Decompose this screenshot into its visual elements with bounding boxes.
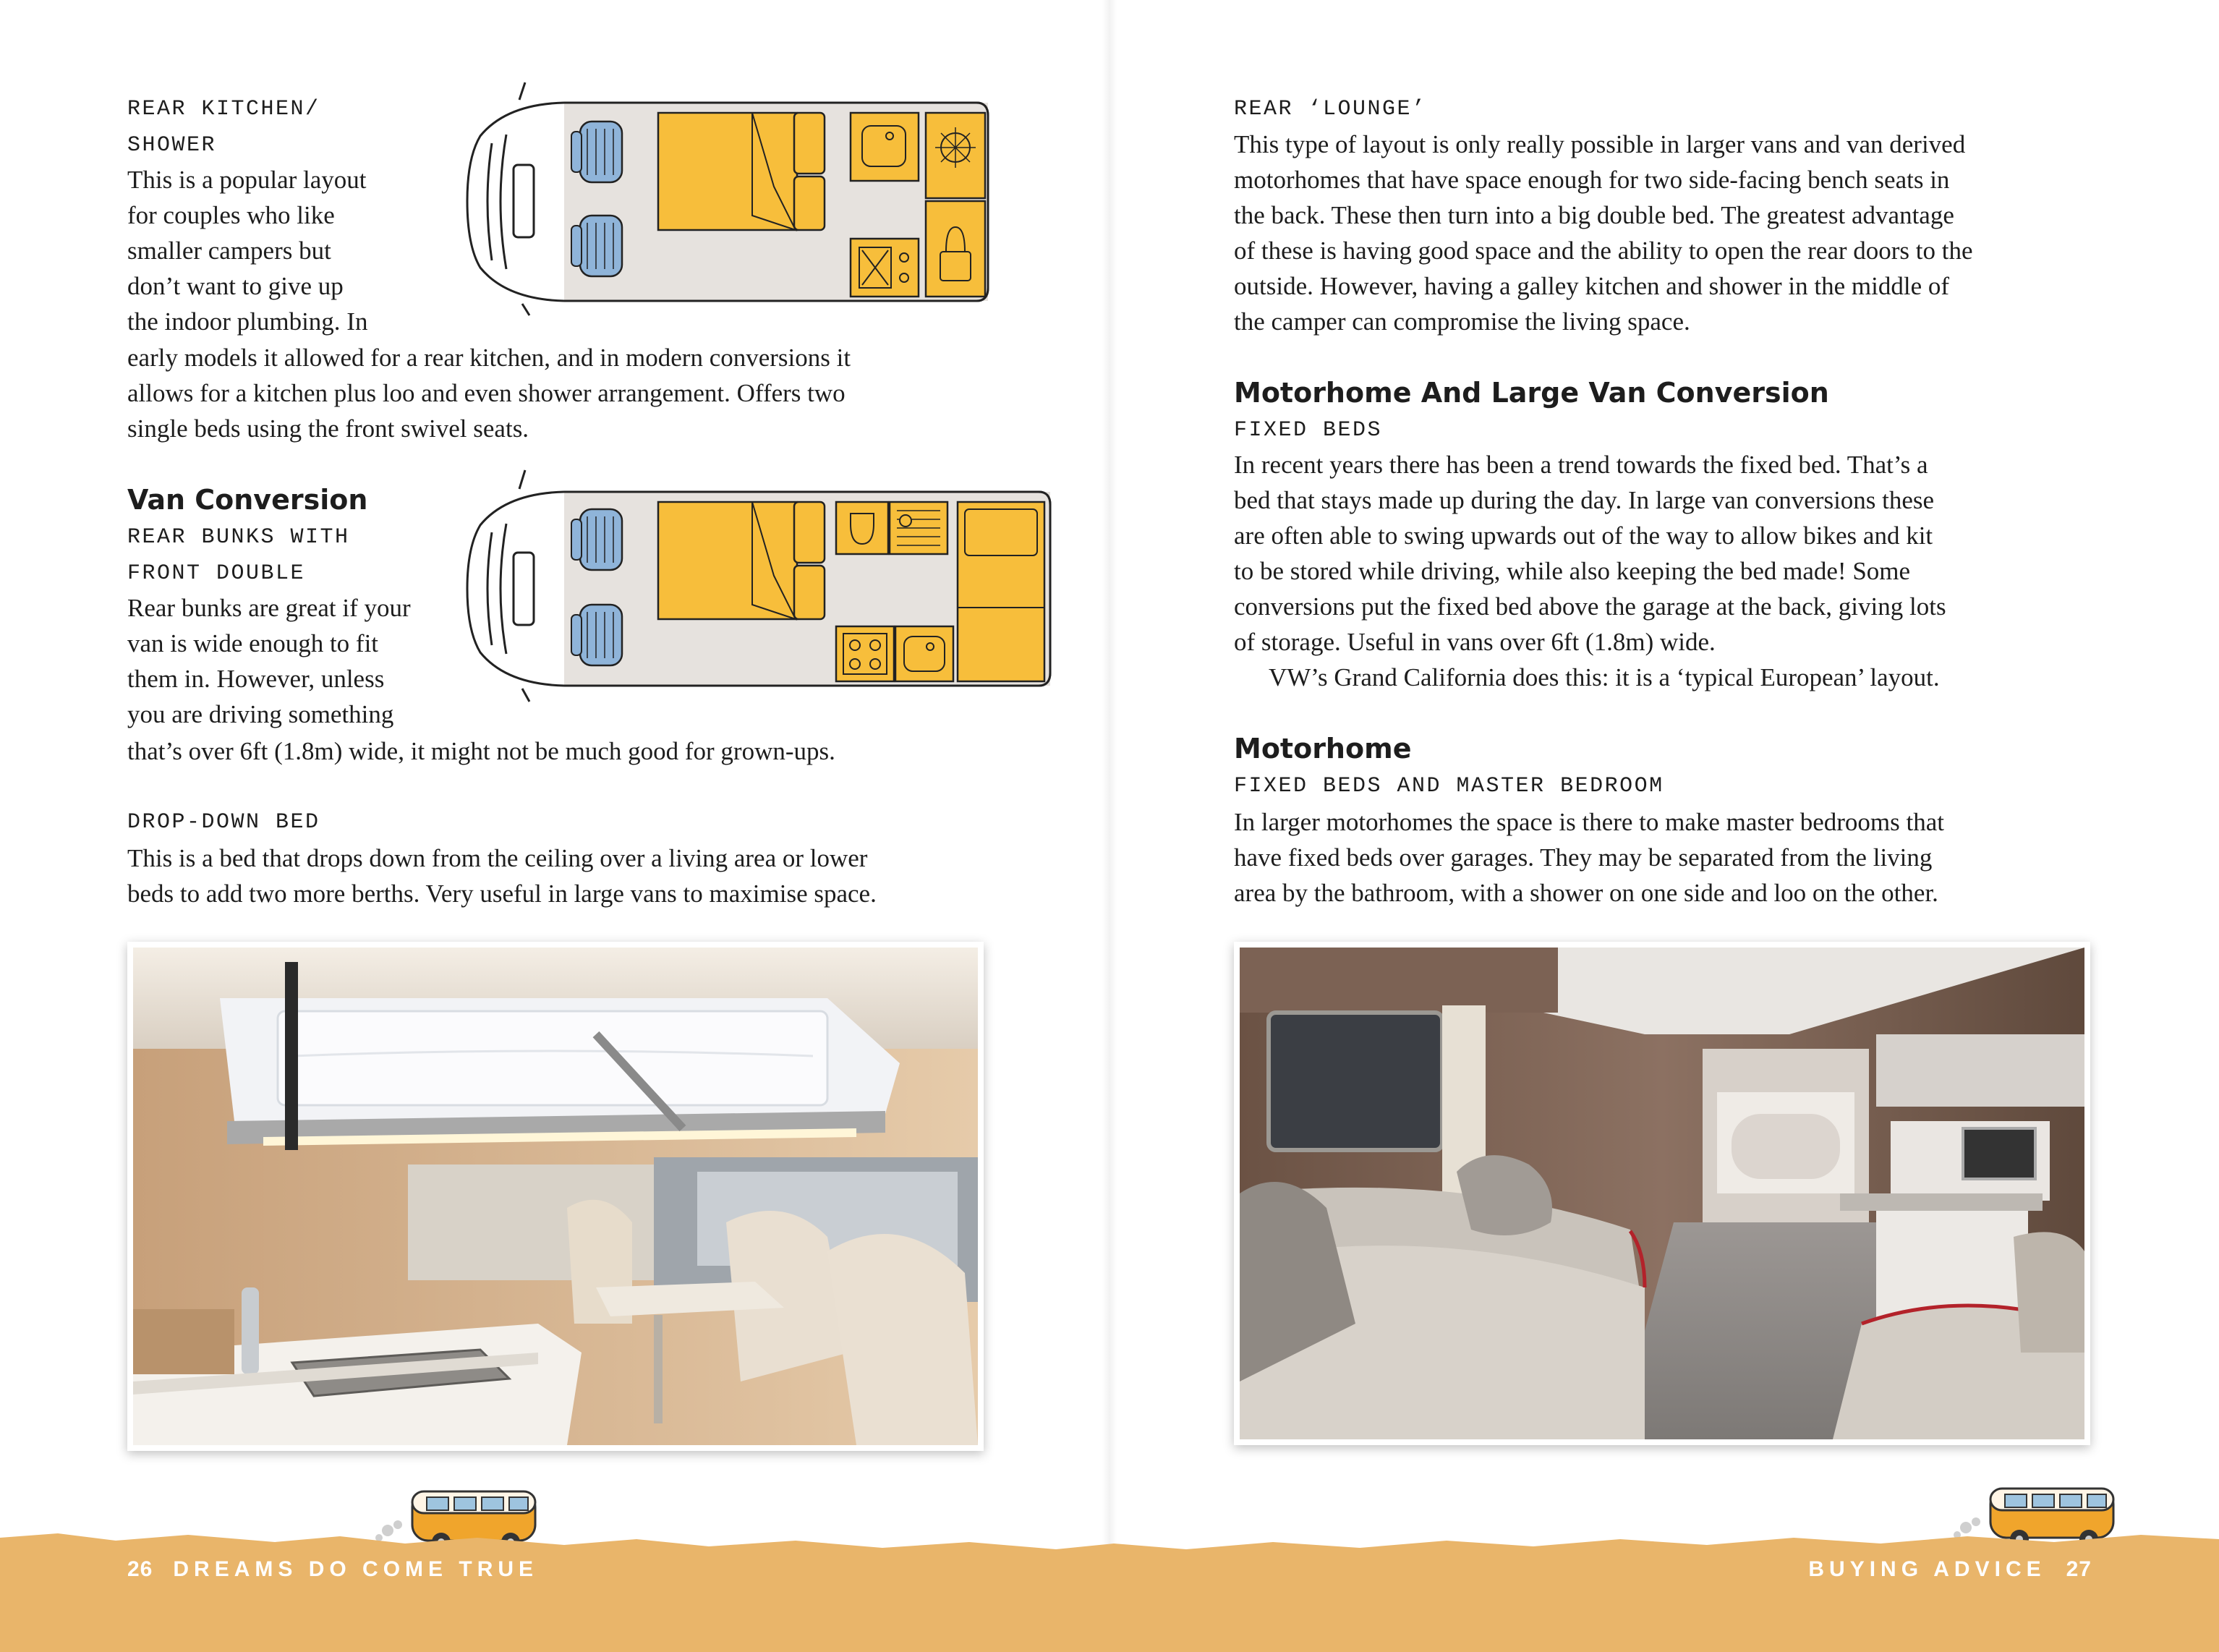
sink-icon: [851, 113, 919, 181]
text-line: are often able to swing upwards out of the way to allow bikes and kit: [1234, 521, 1933, 550]
bunk-bed-icon: [958, 502, 1044, 681]
text-line: VW’s Grand California does this: it is a ‘typical European’ layout.: [1269, 663, 1940, 691]
drop-down-bed-label: DROP-DOWN BED: [127, 810, 320, 835]
text-line: allows for a kitchen plus loo and even shower arrangement. Offers two: [127, 379, 846, 407]
text-line: early models it allowed for a rear kitchen, and in modern conversions it: [127, 344, 851, 372]
rear-bunks-floor-plan: [463, 463, 1056, 709]
text-line: In recent years there has been a trend towards the fixed bed. That’s a: [1234, 451, 1928, 479]
text-line: Rear bunks are great if your: [127, 594, 411, 622]
rear-kitchen-label-line1: REAR KITCHEN/: [127, 97, 320, 122]
text-line: you are driving something: [127, 700, 394, 728]
fixed-beds-label: FIXED BEDS: [1234, 418, 1383, 443]
text-line: to be stored while driving, while also keeping the bed made! Some: [1234, 557, 1911, 585]
text-line: This type of layout is only really possible in larger vans and van derived: [1234, 130, 1966, 158]
bed-icon: [658, 502, 825, 619]
rear-kitchen-floor-plan: [463, 78, 998, 317]
spine-shadow: [1102, 0, 1117, 1652]
van-conversion-label-line1: REAR BUNKS WITH: [127, 525, 350, 550]
page-number: 27: [2066, 1557, 2092, 1581]
text-line: single beds using the front swivel seats.: [127, 414, 529, 443]
text-line: This is a bed that drops down from the ceiling over a living area or lower: [127, 844, 868, 872]
text-line: conversions put the fixed bed above the garage at the back, giving lots: [1234, 592, 1946, 621]
text-line: have fixed beds over garages. They may be separated from the living: [1234, 843, 1933, 872]
master-bedroom-label: FIXED BEDS AND MASTER BEDROOM: [1234, 774, 1664, 799]
text-line: them in. However, unless: [127, 665, 385, 693]
drop-down-bed-photo: [127, 942, 984, 1451]
van-conversion-label-line2: FRONT DOUBLE: [127, 561, 306, 586]
running-title: BUYING ADVICE: [1808, 1557, 2046, 1581]
text-line: beds to add two more berths. Very useful in large vans to maximise space.: [127, 880, 877, 908]
right-folio: [1808, 1557, 2092, 1582]
text-line: bed that stays made up during the day. In large van conversions these: [1234, 486, 1935, 514]
text-line: the indoor plumbing. In: [127, 307, 368, 336]
right-page: [1110, 0, 2219, 1652]
text-line: of storage. Useful in vans over 6ft (1.8m) wide.: [1234, 628, 1716, 656]
text-line: motorhomes that have space enough for two side-facing bench seats in: [1234, 166, 1950, 194]
text-line: smaller campers but: [127, 237, 331, 265]
motorhome-heading: Motorhome: [1234, 733, 1412, 765]
text-line: In larger motorhomes the space is there to make master bedrooms that: [1234, 808, 1944, 836]
van-conversion-heading: Van Conversion: [127, 484, 368, 516]
shower-icon: [890, 502, 947, 554]
motorhome-interior-photo: [1234, 942, 2090, 1445]
rear-lounge-label: REAR ‘LOUNGE’: [1234, 97, 1427, 122]
text-line: the camper can compromise the living space.: [1234, 307, 1690, 336]
left-folio: [127, 1557, 538, 1582]
text-line: of these is having good space and the ability to open the rear doors to the: [1234, 237, 1973, 265]
hob-icon: [851, 239, 919, 297]
hob-icon: [836, 626, 894, 681]
footer-band: [0, 1528, 2219, 1652]
text-line: the back. These then turn into a big double bed. The greatest advantage: [1234, 201, 1954, 229]
bed-icon: [658, 113, 825, 230]
van-conversion-body-wide: that’s over 6ft (1.8m) wide, it might not be much good for grown-ups.: [127, 737, 835, 765]
toilet-icon: [926, 201, 985, 297]
page-number: 26: [127, 1557, 153, 1581]
motorhome-large-van-heading: Motorhome And Large Van Conversion: [1234, 377, 1829, 409]
text-line: outside. However, having a galley kitchen and shower in the middle of: [1234, 272, 1950, 300]
text-line: This is a popular layout: [127, 166, 367, 194]
running-title: DREAMS DO COME TRUE: [173, 1557, 539, 1581]
toilet-icon: [836, 502, 888, 554]
text-line: for couples who like: [127, 201, 335, 229]
sink-icon: [895, 626, 953, 681]
shower-icon: [926, 113, 985, 198]
text-line: don’t want to give up: [127, 272, 344, 300]
text-line: van is wide enough to fit: [127, 629, 379, 657]
rear-kitchen-label-line2: SHOWER: [127, 133, 217, 158]
text-line: area by the bathroom, with a shower on one side and loo on the other.: [1234, 879, 1938, 907]
